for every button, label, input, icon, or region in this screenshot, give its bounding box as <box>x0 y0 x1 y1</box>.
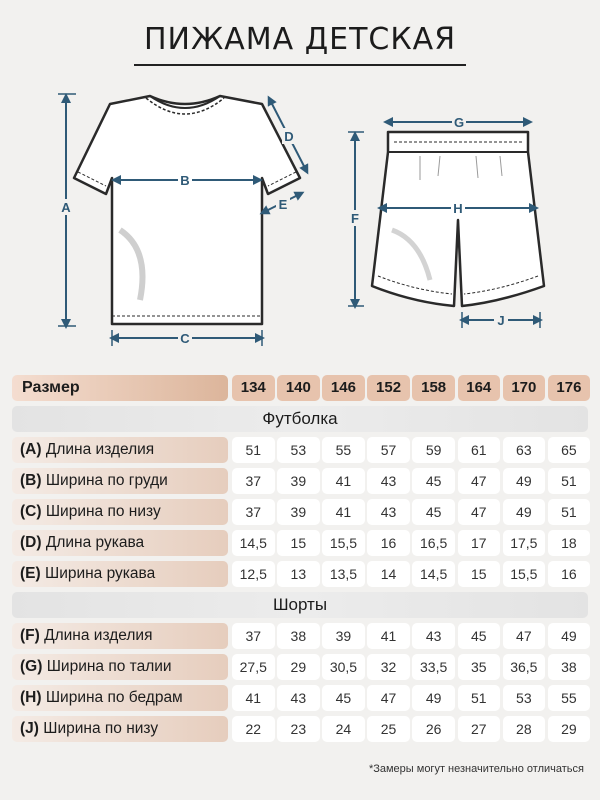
value-cell: 49 <box>412 685 455 711</box>
measurement-label <box>12 437 228 463</box>
value-cell: 22 <box>232 716 275 742</box>
value-cell: 59 <box>412 437 455 463</box>
size-header-cell: 146 <box>322 375 365 401</box>
size-header-cell: 176 <box>548 375 591 401</box>
value-cell: 26 <box>412 716 455 742</box>
value-cell: 38 <box>548 654 591 680</box>
value-cell: 47 <box>458 468 501 494</box>
value-cell: 43 <box>367 499 410 525</box>
value-cell: 53 <box>277 437 320 463</box>
value-cell: 27,5 <box>232 654 275 680</box>
value-cell: 16 <box>548 561 591 587</box>
value-cell: 49 <box>503 499 546 525</box>
measurement-code: (C) <box>20 503 42 520</box>
page-title: ПИЖАМА ДЕТСКАЯ <box>143 22 457 57</box>
shorts-measure-g <box>388 114 528 130</box>
measurement-label <box>12 468 228 494</box>
label-d: D <box>284 129 294 144</box>
measurement-label <box>12 530 228 556</box>
value-cell: 32 <box>367 654 410 680</box>
value-cell: 55 <box>322 437 365 463</box>
value-cell: 30,5 <box>322 654 365 680</box>
measurement-name: Ширина по талии <box>46 658 172 675</box>
measurement-label <box>12 499 228 525</box>
table-row <box>12 654 588 680</box>
value-cell: 63 <box>503 437 546 463</box>
value-cell: 49 <box>503 468 546 494</box>
size-header-label: Размер <box>12 375 228 401</box>
value-cell: 27 <box>458 716 501 742</box>
table-row <box>12 437 588 463</box>
measurement-name: Ширина по низу <box>43 720 159 737</box>
value-cell: 12,5 <box>232 561 275 587</box>
value-cell: 33,5 <box>412 654 455 680</box>
value-cell: 37 <box>232 468 275 494</box>
value-cell: 47 <box>458 499 501 525</box>
value-cell: 55 <box>548 685 591 711</box>
measurement-code: (J) <box>20 720 39 737</box>
tshirt-measure-e <box>264 194 300 212</box>
value-cell: 41 <box>322 468 365 494</box>
measurement-name: Длина рукава <box>45 534 145 551</box>
measurement-name: Длина изделия <box>45 441 155 458</box>
measurement-code: (D) <box>20 534 42 551</box>
value-cell: 15 <box>458 561 501 587</box>
value-cell: 47 <box>503 623 546 649</box>
value-cell: 35 <box>458 654 501 680</box>
value-cell: 43 <box>367 468 410 494</box>
value-cell: 29 <box>277 654 320 680</box>
table-header-row <box>12 375 588 401</box>
value-cell: 36,5 <box>503 654 546 680</box>
table-row <box>12 561 588 587</box>
table-row <box>12 530 588 556</box>
title-underline <box>134 64 466 66</box>
measurement-name: Ширина по груди <box>45 472 168 489</box>
value-cell: 45 <box>458 623 501 649</box>
size-header-cell: 164 <box>458 375 501 401</box>
section-row <box>12 406 588 432</box>
measurement-label <box>12 685 228 711</box>
table-row <box>12 468 588 494</box>
label-e: E <box>278 197 288 212</box>
value-cell: 51 <box>232 437 275 463</box>
measurement-name: Длина изделия <box>44 627 153 644</box>
section-row <box>12 592 588 618</box>
value-cell: 57 <box>367 437 410 463</box>
value-cell: 14,5 <box>232 530 275 556</box>
value-cell: 41 <box>367 623 410 649</box>
measurement-name: Ширина по бедрам <box>45 689 183 706</box>
size-header-cell: 158 <box>412 375 455 401</box>
value-cell: 14 <box>367 561 410 587</box>
value-cell: 14,5 <box>412 561 455 587</box>
measurement-code: (H) <box>20 689 42 706</box>
size-header-cell: 170 <box>503 375 546 401</box>
value-cell: 51 <box>458 685 501 711</box>
value-cell: 43 <box>277 685 320 711</box>
section-title: Футболка <box>12 406 588 432</box>
value-cell: 28 <box>503 716 546 742</box>
shorts-measure-j <box>462 312 540 328</box>
value-cell: 41 <box>232 685 275 711</box>
value-cell: 45 <box>412 499 455 525</box>
tshirt-measure-c <box>112 330 262 346</box>
size-header-cell: 134 <box>232 375 275 401</box>
measurement-code: (A) <box>20 441 42 458</box>
measurement-code: (E) <box>20 565 41 582</box>
value-cell: 45 <box>412 468 455 494</box>
value-cell: 24 <box>322 716 365 742</box>
table-row <box>12 685 588 711</box>
table-row <box>12 716 588 742</box>
value-cell: 38 <box>277 623 320 649</box>
value-cell: 17,5 <box>503 530 546 556</box>
label-c: C <box>180 331 190 346</box>
value-cell: 65 <box>548 437 591 463</box>
value-cell: 53 <box>503 685 546 711</box>
value-cell: 37 <box>232 499 275 525</box>
section-title: Шорты <box>12 592 588 618</box>
label-j: J <box>497 313 505 328</box>
size-header-cell: 152 <box>367 375 410 401</box>
value-cell: 49 <box>548 623 591 649</box>
value-cell: 17 <box>458 530 501 556</box>
measurement-name: Ширина рукава <box>44 565 156 582</box>
size-header-cell: 140 <box>277 375 320 401</box>
measurement-code: (F) <box>20 627 40 644</box>
value-cell: 39 <box>277 468 320 494</box>
value-cell: 15,5 <box>322 530 365 556</box>
value-cell: 41 <box>322 499 365 525</box>
value-cell: 18 <box>548 530 591 556</box>
value-cell: 16,5 <box>412 530 455 556</box>
value-cell: 39 <box>322 623 365 649</box>
label-a: A <box>61 200 71 215</box>
measurement-name: Ширина по низу <box>45 503 161 520</box>
shorts-measure-f <box>348 132 364 306</box>
value-cell: 43 <box>412 623 455 649</box>
measurement-label <box>12 654 228 680</box>
value-cell: 47 <box>367 685 410 711</box>
value-cell: 39 <box>277 499 320 525</box>
value-cell: 15 <box>277 530 320 556</box>
value-cell: 15,5 <box>503 561 546 587</box>
value-cell: 37 <box>232 623 275 649</box>
measurement-label <box>12 623 228 649</box>
label-f: F <box>351 211 359 226</box>
value-cell: 23 <box>277 716 320 742</box>
value-cell: 51 <box>548 499 591 525</box>
value-cell: 29 <box>548 716 591 742</box>
footnote: *Замеры могут незначительно отличаться <box>368 763 584 775</box>
measurement-label <box>12 561 228 587</box>
measurement-code: (B) <box>20 472 42 489</box>
shorts-icon <box>372 132 544 306</box>
measurement-label <box>12 716 228 742</box>
value-cell: 51 <box>548 468 591 494</box>
value-cell: 13,5 <box>322 561 365 587</box>
table-row <box>12 499 588 525</box>
garment-diagram <box>0 80 600 370</box>
value-cell: 25 <box>367 716 410 742</box>
value-cell: 13 <box>277 561 320 587</box>
label-g: G <box>453 115 465 130</box>
measurement-code: (G) <box>20 658 43 675</box>
tshirt-measure-a <box>58 94 76 326</box>
value-cell: 61 <box>458 437 501 463</box>
label-h: H <box>453 201 463 216</box>
table-row <box>12 623 588 649</box>
label-b: B <box>180 173 190 188</box>
value-cell: 16 <box>367 530 410 556</box>
value-cell: 45 <box>322 685 365 711</box>
